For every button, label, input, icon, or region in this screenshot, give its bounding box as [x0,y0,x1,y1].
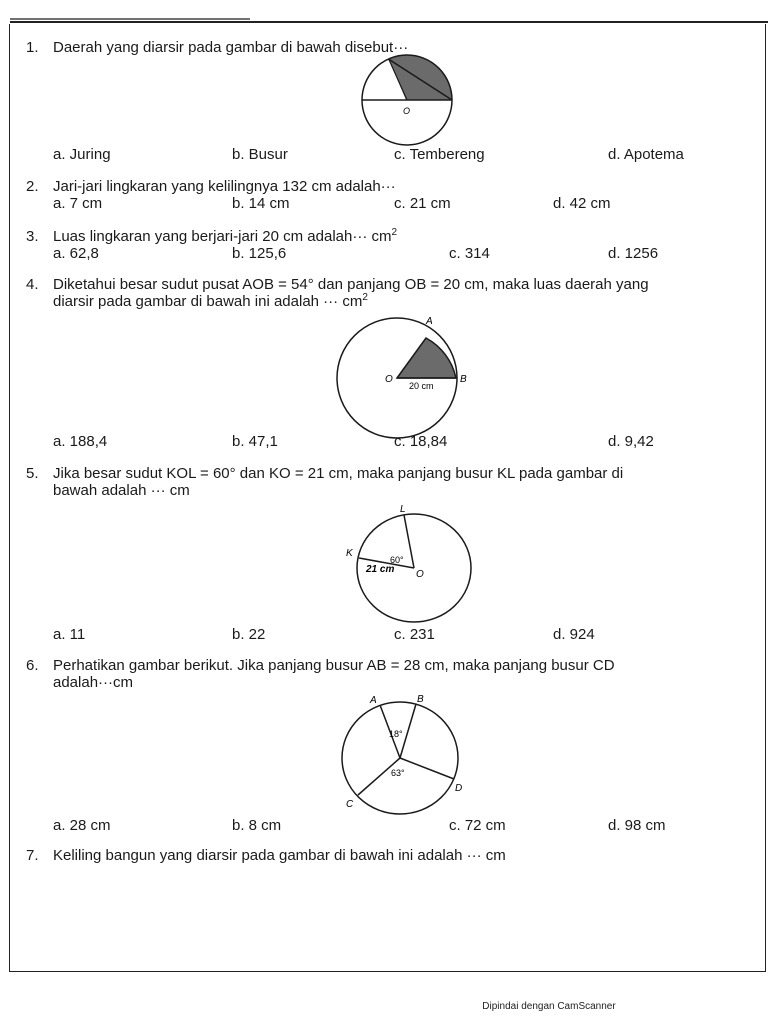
footer-text: Dipindai dengan CamScanner [482,1001,616,1012]
q3-option-c[interactable]: c. 314 [449,245,490,262]
q1-option-c[interactable]: c. Tembereng [394,146,485,163]
q3-option-a[interactable]: a. 62,8 [53,245,99,262]
q6-radius-od [400,758,454,779]
q6-option-b[interactable]: b. 8 cm [232,817,282,834]
q6-label-c: C [346,799,354,810]
q4-text-line2: diarsir pada gambar di bawah ini adalah ··· $cm^2$ [53,292,368,310]
q4-label-a: A [426,316,433,327]
q7-number: 7. [26,847,39,864]
q5-text-line2: bawah adalah ··· cm [53,482,190,499]
scanner-footer [0,1001,768,1012]
q5-label-o: O [416,569,424,580]
q6-circle-figure [330,692,470,817]
q2-number: 2. [26,178,39,195]
q4-circle-figure [330,310,480,440]
q5-circle-figure [340,500,480,625]
q6-number: 6. [26,657,39,674]
q5-number: 5. [26,465,39,482]
q3-text: Luas lingkaran yang berjari-jari 20 cm adalah··· $cm^2$ [53,227,398,245]
q6-label-angle-aob: 18° [389,729,403,739]
q4-label-b: B [460,374,467,385]
q5-option-c[interactable]: c. 231 [394,626,435,643]
q5-label-radius: 21 cm [366,564,395,575]
q4-option-c[interactable]: c. 18,84 [394,433,448,450]
q4-number: 4. [26,276,39,293]
q5-label-angle: 60° [390,555,404,565]
q4-option-a[interactable]: a. 188,4 [53,433,108,450]
q1-option-d[interactable]: d. Apotema [608,146,684,163]
q6-label-a: A [370,695,377,706]
q3-option-b[interactable]: b. 125,6 [232,245,287,262]
q5-option-b[interactable]: b. 22 [232,626,266,643]
q7-text: Keliling bangun yang diarsir pada gambar di bawah ini adalah ··· cm [53,847,506,864]
q1-label-o: O [403,106,411,116]
q2-option-b[interactable]: b. 14 cm [232,195,290,212]
q2-option-d[interactable]: d. 42 cm [553,195,611,212]
q6-option-d[interactable]: d. 98 cm [608,817,666,834]
q5-option-a[interactable]: a. 11 [53,626,86,643]
q3-option-d[interactable]: d. 1256 [608,245,659,262]
q4-option-b[interactable]: b. 47,1 [232,433,278,450]
q6-label-angle-cod: 63° [391,768,405,778]
q1-circle-figure [358,56,456,148]
q1-option-b[interactable]: b. Busur [232,146,288,163]
q6-option-a[interactable]: a. 28 cm [53,817,111,834]
q5-label-l: L [400,504,406,515]
q4-text-line1: Diketahui besar sudut pusat AOB = 54° dan panjang OB = 20 cm, maka luas daerah yang [53,276,649,293]
q6-text-line2: adalah···cm [53,674,134,691]
q2-option-a[interactable]: a. 7 cm [53,195,103,212]
q2-option-c[interactable]: c. 21 cm [394,195,451,212]
page-top-border [0,14,768,24]
q5-text-line1: Jika besar sudut KOL = 60° dan KO = 21 cm, maka panjang busur KL pada gambar di [53,465,624,482]
q5-label-k: K [346,548,353,559]
q6-text-line1: Perhatikan gambar berikut. Jika panjang busur AB = 28 cm, maka panjang busur CD [53,657,615,674]
q2-text: Jari-jari lingkaran yang kelilingnya 132 cm adalah··· [53,178,396,195]
q1-number: 1. [26,39,39,56]
q6-label-d: D [455,783,463,794]
q3-number: 3. [26,228,39,245]
q5-option-d[interactable]: d. 924 [553,626,595,643]
q1-text: Daerah yang diarsir pada gambar di bawah disebut··· [53,39,409,56]
q4-option-d[interactable]: d. 9,42 [608,433,654,450]
q4-label-radius: 20 cm [409,381,434,391]
q4-label-o: O [385,374,393,385]
q6-option-c[interactable]: c. 72 cm [449,817,506,834]
q1-option-a[interactable]: a. Juring [53,146,111,163]
q5-radius-ol [404,515,414,568]
q6-label-b: B [417,694,424,705]
